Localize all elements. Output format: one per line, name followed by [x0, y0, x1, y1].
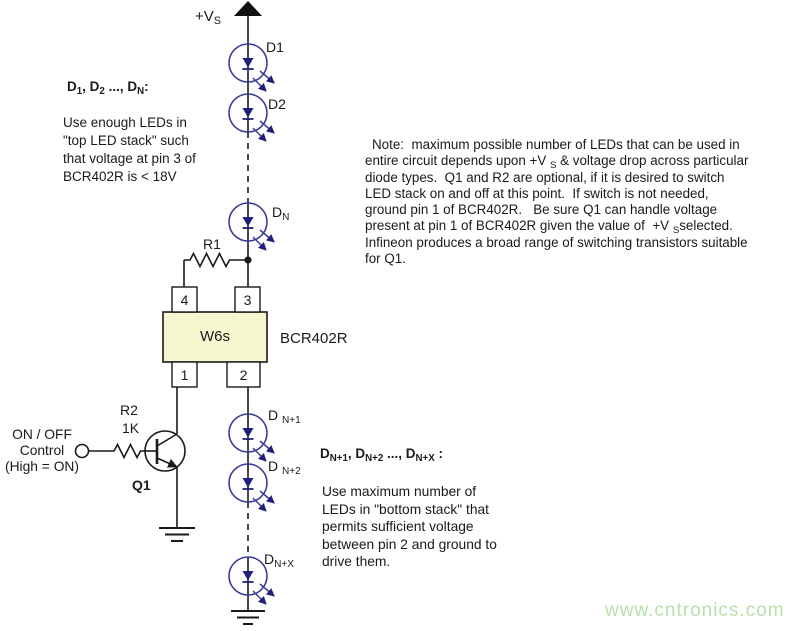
note-line: present at pin 1 of BCR402R given the value of +V $_S$selected.	[365, 218, 733, 237]
led-dnx-label: $D_{N+X}$	[264, 551, 295, 571]
control-label	[1, 427, 83, 474]
control-line3: (High = ON)	[5, 458, 79, 474]
led-d2-label: D2	[268, 96, 286, 112]
note-line: Note: maximum possible number of LEDs that can be used in	[372, 137, 740, 152]
top-stack-note-line: BCR402R is < 18V	[63, 169, 177, 184]
pin2-label: 2	[239, 367, 248, 383]
pin4-label: 4	[180, 292, 189, 308]
bottom-stack-note-line: permits sufficient voltage	[322, 519, 474, 534]
note-line: LED stack on and off at this point. If switch is not needed,	[365, 185, 709, 201]
pin3-label: 3	[243, 292, 252, 308]
led-dn-label: $D_N$	[272, 204, 290, 224]
supply-label: $+V_S$	[195, 8, 221, 28]
control-line2: Control	[19, 442, 65, 458]
note-line: Infineon produces a broad range of switching transistors suitable	[365, 234, 748, 250]
top-stack-heading: $D_1$, $D_2$ ..., $D_N$:	[67, 79, 149, 97]
led-d1-label: D1	[266, 39, 284, 55]
led-dn2-label: D $_{N+2}$	[268, 458, 301, 478]
vs-arrow-icon	[234, 1, 262, 16]
watermark: www.cntronics.com	[605, 600, 785, 621]
note-line: diode types. Q1 and R2 are optional, if it is desired to switch	[365, 169, 725, 185]
led-d2	[229, 94, 273, 140]
bottom-stack-note-line: drive them.	[322, 554, 391, 569]
led-dn2	[229, 464, 273, 510]
main-note	[365, 137, 798, 267]
r2-value: 1K	[122, 420, 140, 436]
bottom-stack-note-line: between pin 2 and ground to	[322, 536, 497, 552]
note-line: for Q1.	[365, 251, 406, 267]
top-stack-note-line: that voltage at pin 3 of	[63, 151, 196, 166]
note-line: ground pin 1 of BCR402R. Be sure Q1 can handle voltage	[365, 202, 718, 218]
top-stack-note-line: "top LED stack" such	[63, 133, 189, 148]
bottom-stack-heading: $D_{N+1}$, $D_{N+2}$ ..., $D_{N+X}$ :	[320, 446, 443, 464]
pin1-label: 1	[180, 367, 189, 383]
ic-marking: W6s	[200, 328, 230, 345]
control-line1: ON / OFF	[12, 427, 72, 442]
resistor-r2	[111, 445, 143, 458]
top-stack-note	[63, 114, 196, 186]
led-dn1-label: D $_{N+1}$	[268, 407, 301, 427]
bottom-stack-note	[322, 483, 497, 571]
r2-label: R2	[120, 402, 138, 418]
junction-dot	[244, 256, 251, 263]
transistor-q1	[145, 431, 185, 471]
led-dn1	[229, 414, 273, 460]
resistor-r1	[184, 254, 248, 267]
note-line: entire circuit depends upon +V $_S$ & voltage drop across particular	[365, 153, 749, 172]
ground-led-stack	[231, 611, 265, 624]
r1-label: R1	[203, 236, 221, 252]
q1-label: Q1	[132, 477, 151, 493]
top-stack-note-line: Use enough LEDs in	[63, 115, 187, 130]
bottom-stack-note-line: LEDs in "bottom stack" that	[322, 501, 489, 517]
ground-q1	[159, 528, 195, 541]
bottom-stack-note-line: Use maximum number of	[322, 484, 477, 499]
led-dn	[229, 203, 273, 249]
ic-part-label: BCR402R	[280, 330, 348, 347]
